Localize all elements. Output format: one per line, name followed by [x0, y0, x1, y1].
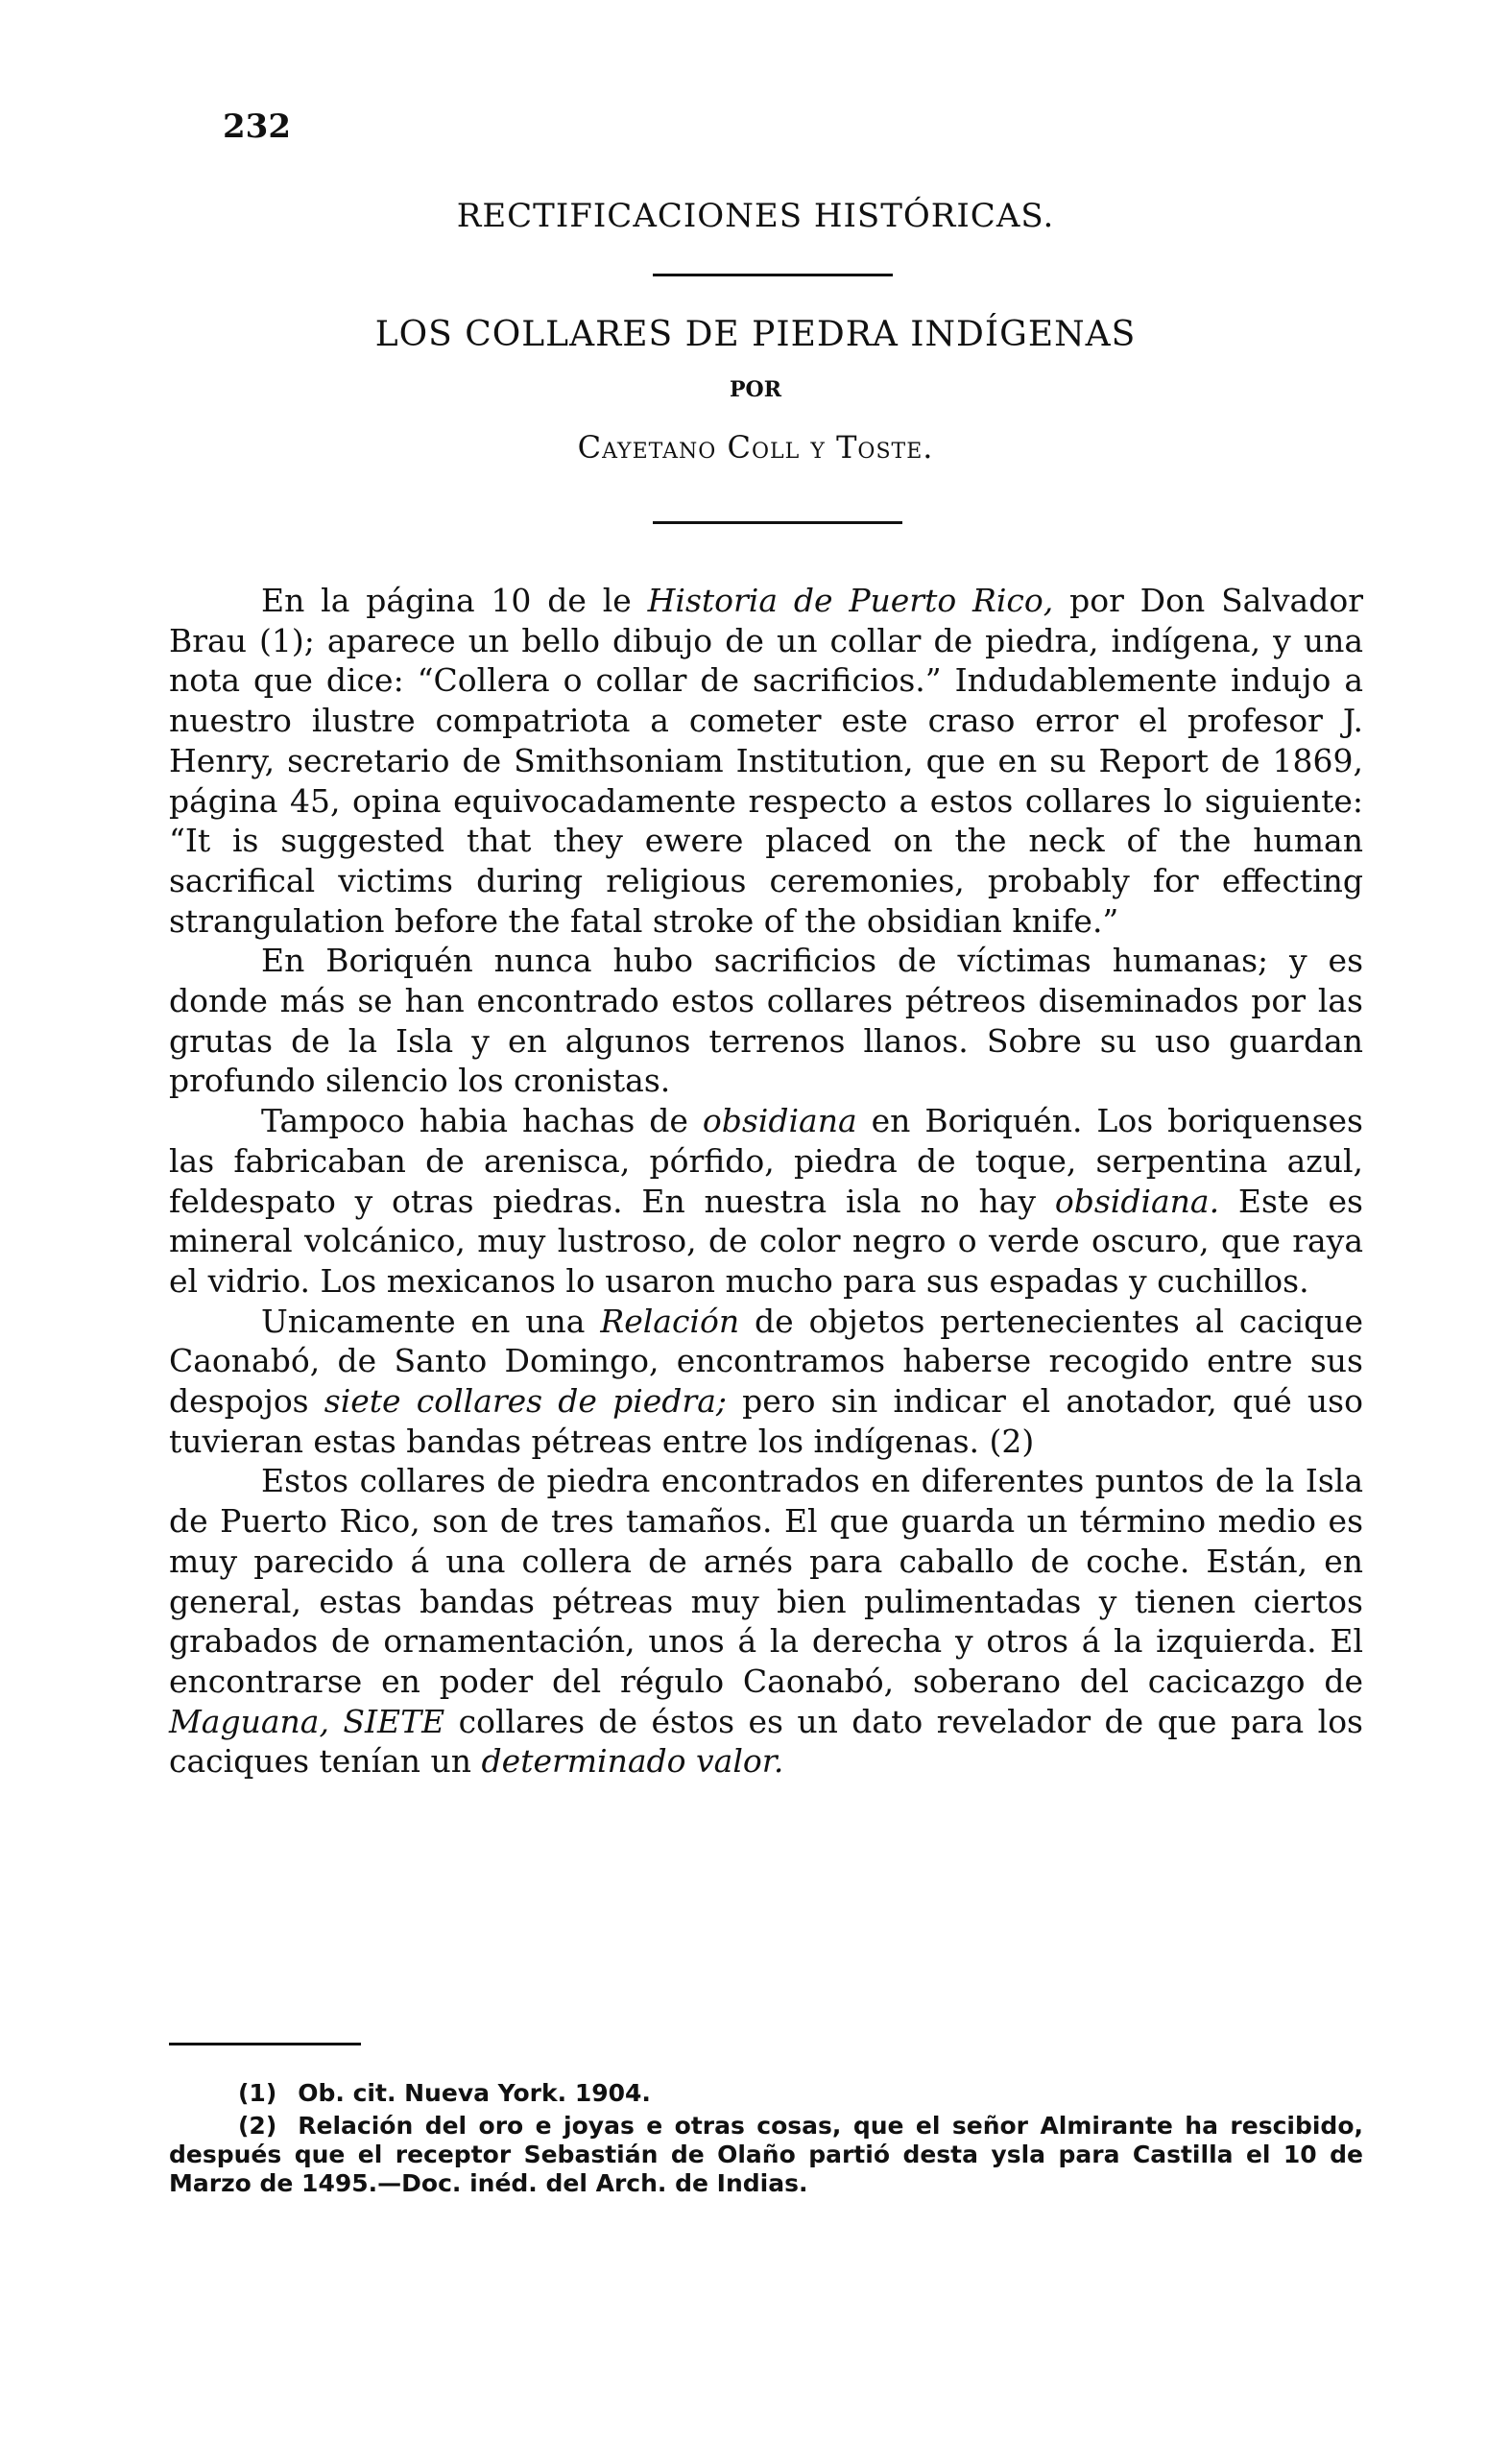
paragraph-5: [169, 1461, 1363, 1782]
paragraph-5-text-a: Estos collares de piedra encontrados en diferentes puntos de la Isla de Puerto Rico, son de tres tamaños. El que guarda un término medio es muy parecido á una collera de arnés para caballo de coche. Están, en general, estas bandas pétreas muy bien pulimentadas y tienen ciertos grabados de ornamentación, unos á la derecha y otros á la izquierda. El encontrarse en poder del régulo Caonabó, soberano del cacicazgo de: [169, 1462, 1363, 1700]
footnotes: [169, 2079, 1363, 2202]
paragraph-3-text-e: Este es mineral volcánico, muy lustroso, de color negro o verde oscuro, que raya el vidrio. Los mexicanos lo usaron mucho para sus espadas y cuchillos.: [169, 1182, 1363, 1300]
footnote-1: [169, 2079, 1363, 2108]
paragraph-4-text-e: pero sin indicar el anotador, qué uso tuvieran estas bandas pétreas entre los indígenas. (2): [169, 1382, 1363, 1460]
term-relacion: Relación: [600, 1302, 740, 1340]
paragraph-1: [169, 581, 1363, 941]
term-siete-collares: siete collares de piedra;: [324, 1382, 727, 1421]
footnote-2-mark: (2): [238, 2112, 277, 2140]
paragraph-3: [169, 1101, 1363, 1302]
term-obsidiana-2: obsidiana.: [1054, 1182, 1220, 1220]
byline-por: POR: [730, 377, 781, 402]
footnote-1-text: Ob. cit. Nueva York. 1904.: [298, 2079, 651, 2107]
title-divider-bottom: [653, 521, 902, 524]
paragraph-4: [169, 1302, 1363, 1462]
term-determinado-valor: determinado valor.: [481, 1742, 784, 1781]
paragraph-1-text-a: En la página 10 de le: [261, 582, 648, 619]
footnote-divider: [169, 2043, 361, 2045]
article-title: LOS COLLARES DE PIEDRA INDÍGENAS: [374, 315, 1137, 354]
footnote-2-text: Relación del oro e joyas e otras cosas, que el señor Almirante ha rescibido, después que el receptor Sebastián de Olaño partió desta ysla para Castilla el 10 de Marzo de 1495.—Doc. inéd. del Arch. de Indias.: [169, 2112, 1363, 2197]
paragraph-4-text-a: Unicamente en una: [261, 1302, 601, 1340]
page-number: 232: [223, 108, 291, 146]
footnote-2: [169, 2112, 1363, 2198]
paragraph-5-text-c: collares de éstos es un dato revelador de que para los caciques tenían un: [169, 1702, 1363, 1781]
title-divider-top: [653, 274, 893, 276]
footnote-1-mark: (1): [238, 2079, 277, 2107]
running-title: RECTIFICACIONES HISTÓRICAS.: [456, 197, 1055, 235]
paragraph-4-text-c: de objetos pertenecientes al cacique Caonabó, de Santo Domingo, encontramos haberse recogido entre sus despojos: [169, 1302, 1364, 1421]
paragraph-1-text-c: por Don Salvador Brau (1); aparece un bello dibujo de un collar de piedra, indígena, y una nota que dice: “Collera o collar de sacrificios.” Indudablemente indujo a nuestro ilustre compatriota a cometer este craso error el profesor J. Henry, secretario de Smithsoniam Institution, que en su Report de 1869, página 45, opina equivocadamente respecto a estos collares lo siguiente: “It is suggested that they ewere placed on the neck of the human sacrifical victims during religious ceremonies, probably for effecting strangulation before the fatal stroke of the obsidian knife.”: [169, 582, 1363, 940]
book-title-historia: Historia de Puerto Rico,: [647, 582, 1054, 619]
paragraph-3-text-c: en Boriquén. Los boriquenses las fabricaban de arenisca, pórfido, piedra de toque, serpentina azul, feldespato y otras piedras. En nuestra isla no hay: [169, 1102, 1363, 1220]
paragraph-3-text-a: Tampoco habia hachas de: [261, 1102, 703, 1140]
article-body: [169, 581, 1363, 1782]
term-maguana-siete: Maguana, SIETE: [169, 1702, 445, 1740]
author-name: Cayetano Coll y Toste.: [577, 429, 934, 466]
paragraph-2: En Boriquén nunca hubo sacrificios de víctimas humanas; y es donde más se han encontrado estos collares pétreos diseminados por las grutas de la Isla y en algunos terrenos llanos. Sobre su uso guardan profundo silencio los cronistas.: [169, 942, 1363, 1100]
term-obsidiana-1: obsidiana: [702, 1102, 857, 1140]
